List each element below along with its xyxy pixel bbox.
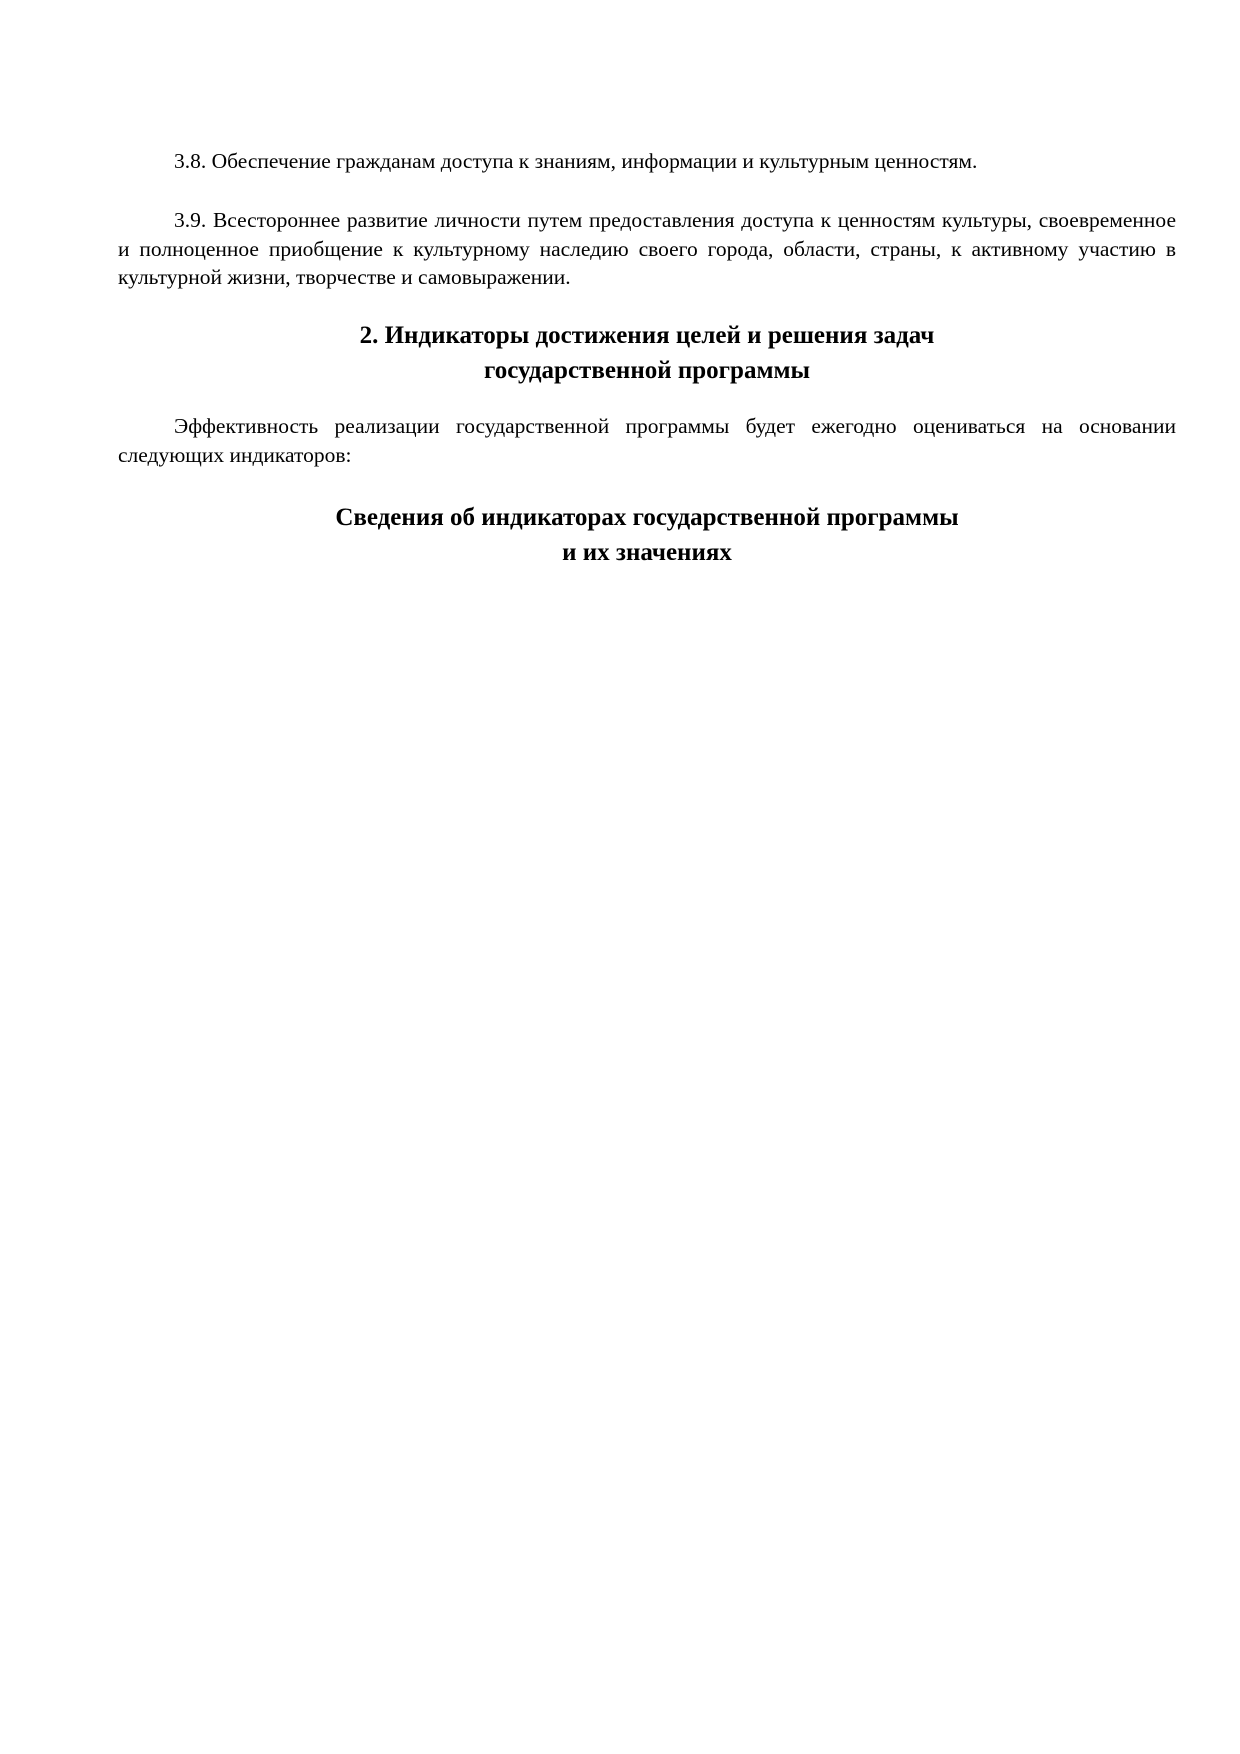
paragraph-3-8: 3.8. Обеспечение гражданам доступа к знаниям, информации и культурным ценностям. xyxy=(174,149,978,173)
paragraph-3-9: 3.9. Всестороннее развитие личности путем предоставления доступа к ценностям культуры, своевременное и полноценное приобщение к культурному наследию своего города, области, страны, к активному участию в культурной жизни, творчестве и самовыражении. xyxy=(118,208,1176,289)
section-2-heading-line2: государственной программы xyxy=(483,357,811,384)
indicators-heading-line1: Сведения об индикаторах государственной программы xyxy=(335,504,959,531)
intro-paragraph: Эффективность реализации государственной программы будет ежегодно оцениваться на основании следующих индикаторов: xyxy=(118,414,1176,467)
section-2-heading-line1: 2. Индикаторы достижения целей и решения задач xyxy=(359,322,935,349)
indicators-heading xyxy=(118,500,1176,570)
section-2-heading xyxy=(118,318,1176,388)
indicators-heading-line2: и их значениях xyxy=(562,539,732,566)
